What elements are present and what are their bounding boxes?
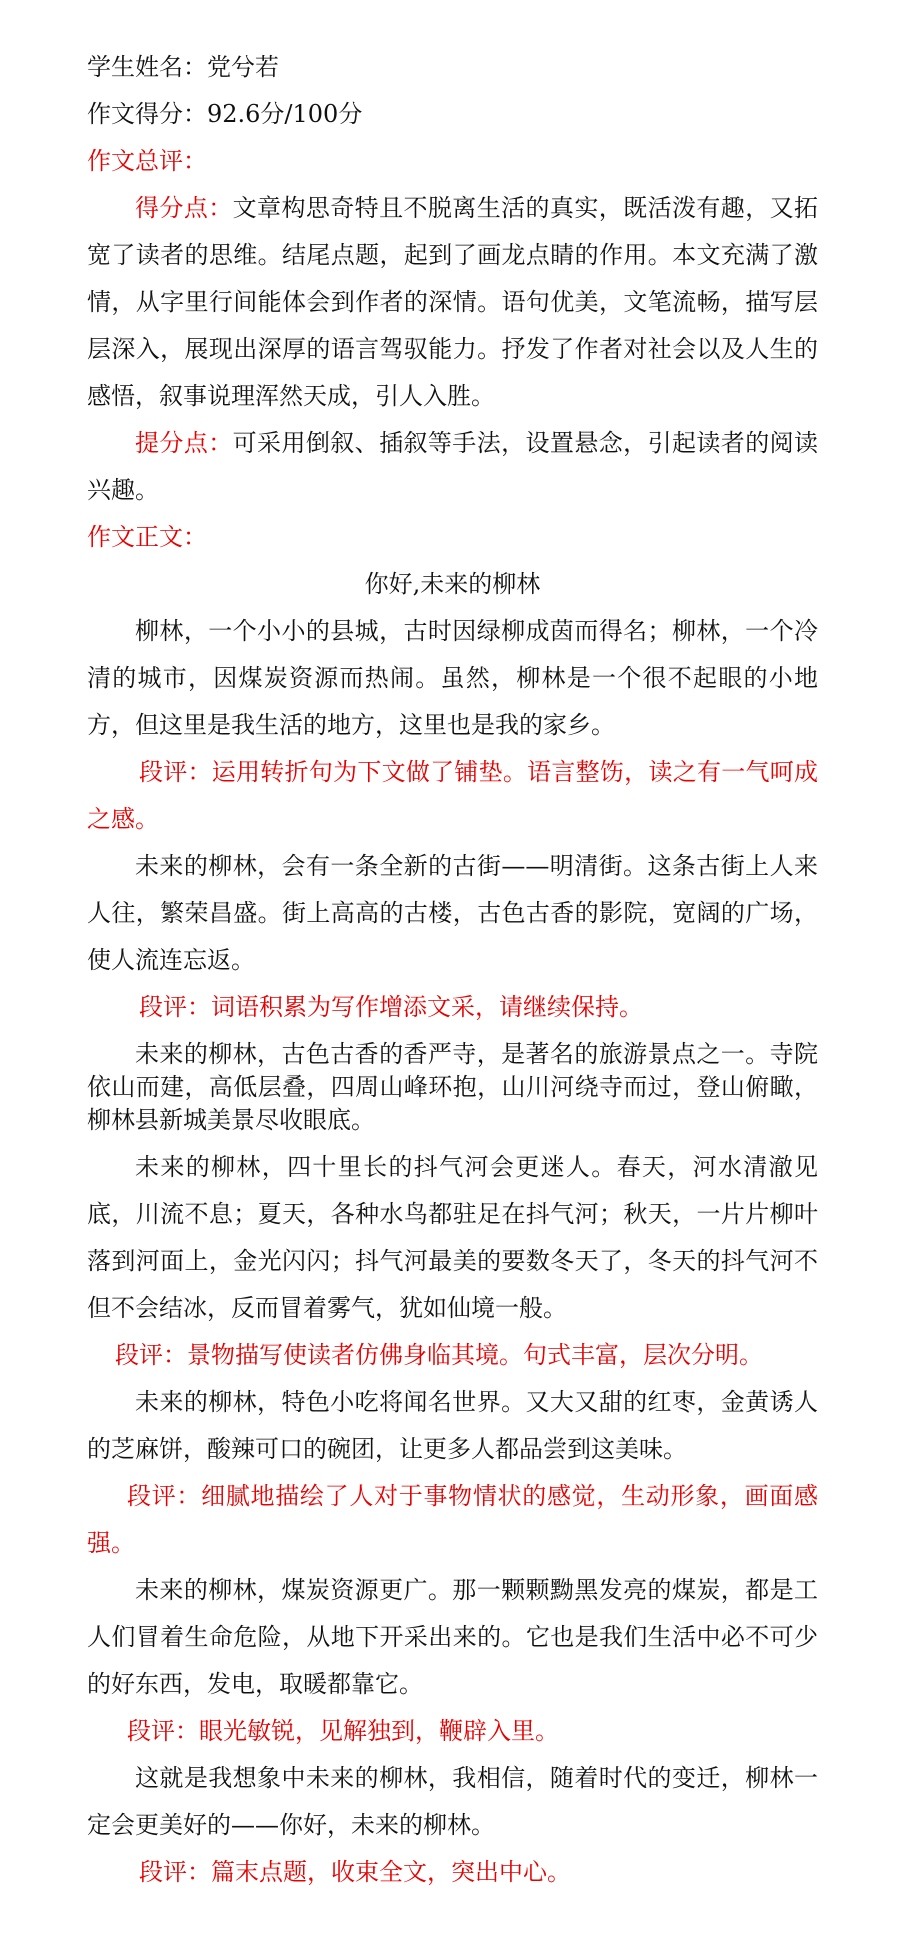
paragraph-comment: 段评：细腻地描绘了人对于事物情状的感觉，生动形象，画面感强。 xyxy=(87,1482,818,1557)
essay-paragraph: 未来的柳林，特色小吃将闻名世界。又大又甜的红枣，金黄诱人的芝麻饼，酸辣可口的碗团，让更多人都品尝到这美味。 xyxy=(87,1388,818,1463)
improve-label: 提分点： xyxy=(135,429,233,457)
paragraph-comment: 段评：运用转折句为下文做了铺垫。语言整饬，读之有一气呵成之感。 xyxy=(87,758,818,833)
essay-paragraph: 未来的柳林，会有一条全新的古街——明清街。这条古街上人来人往，繁荣昌盛。街上高高的古楼，古色古香的影院，宽阔的广场，使人流连忘返。 xyxy=(87,852,818,974)
strength-paragraph xyxy=(87,185,818,420)
essay-paragraph: 未来的柳林，煤炭资源更广。那一颗颗黝黑发亮的煤炭，都是工人们冒着生命危险，从地下开采出来的。它也是我们生活中必不可少的好东西，发电，取暖都靠它。 xyxy=(87,1576,818,1698)
essay-paragraph: 这就是我想象中未来的柳林，我相信，随着时代的变迁，柳林一定会更美好的——你好，未来的柳林。 xyxy=(87,1764,818,1839)
essay-heading: 作文正文： xyxy=(87,523,207,551)
strength-text: 文章构思奇特且不脱离生活的真实，既活泼有趣，又拓宽了读者的思维。结尾点题，起到了画龙点睛的作用。本文充满了激情，从字里行间能体会到作者的深情。语句优美，文笔流畅，描写层层深入，展现出深厚的语言驾驭能力。抒发了作者对社会以及人生的感悟，叙事说理浑然天成，引人入胜。 xyxy=(87,194,819,410)
student-name: 学生姓名：党兮若 xyxy=(87,53,279,81)
paragraph-comment: 段评：景物描写使读者仿佛身临其境。句式丰富，层次分明。 xyxy=(115,1341,763,1369)
essay-paragraph: 未来的柳林，古色古香的香严寺，是著名的旅游景点之一。寺院依山而建，高低层叠，四周山峰环抱，山川河绕寺而过，登山俯瞰，柳林县新城美景尽收眼底。 xyxy=(87,1040,818,1134)
improve-paragraph xyxy=(87,420,818,514)
essay-title: 你好,未来的柳林 xyxy=(364,570,541,598)
review-heading: 作文总评： xyxy=(87,147,207,175)
strength-label: 得分点： xyxy=(135,194,233,222)
essay-paragraph: 柳林，一个小小的县城，古时因绿柳成茵而得名；柳林，一个冷清的城市，因煤炭资源而热闹。虽然，柳林是一个很不起眼的小地方，但这里是我生活的地方，这里也是我的家乡。 xyxy=(87,617,818,739)
essay-score: 作文得分：92.6分/100分 xyxy=(87,100,363,128)
paragraph-comment: 段评：篇末点题，收束全文，突出中心。 xyxy=(139,1858,571,1886)
paragraph-comment: 段评：眼光敏锐，见解独到，鞭辟入里。 xyxy=(127,1717,559,1745)
paragraph-comment: 段评：词语积累为写作增添文采，请继续保持。 xyxy=(139,993,643,1021)
improve-text: 可采用倒叙、插叙等手法，设置悬念，引起读者的阅读兴趣。 xyxy=(87,429,819,504)
essay-paragraph: 未来的柳林，四十里长的抖气河会更迷人。春天，河水清澈见底，川流不息；夏天，各种水鸟都驻足在抖气河；秋天，一片片柳叶落到河面上，金光闪闪；抖气河最美的要数冬天了，冬天的抖气河不但不会结冰，反而冒着雾气，犹如仙境一般。 xyxy=(87,1153,818,1322)
